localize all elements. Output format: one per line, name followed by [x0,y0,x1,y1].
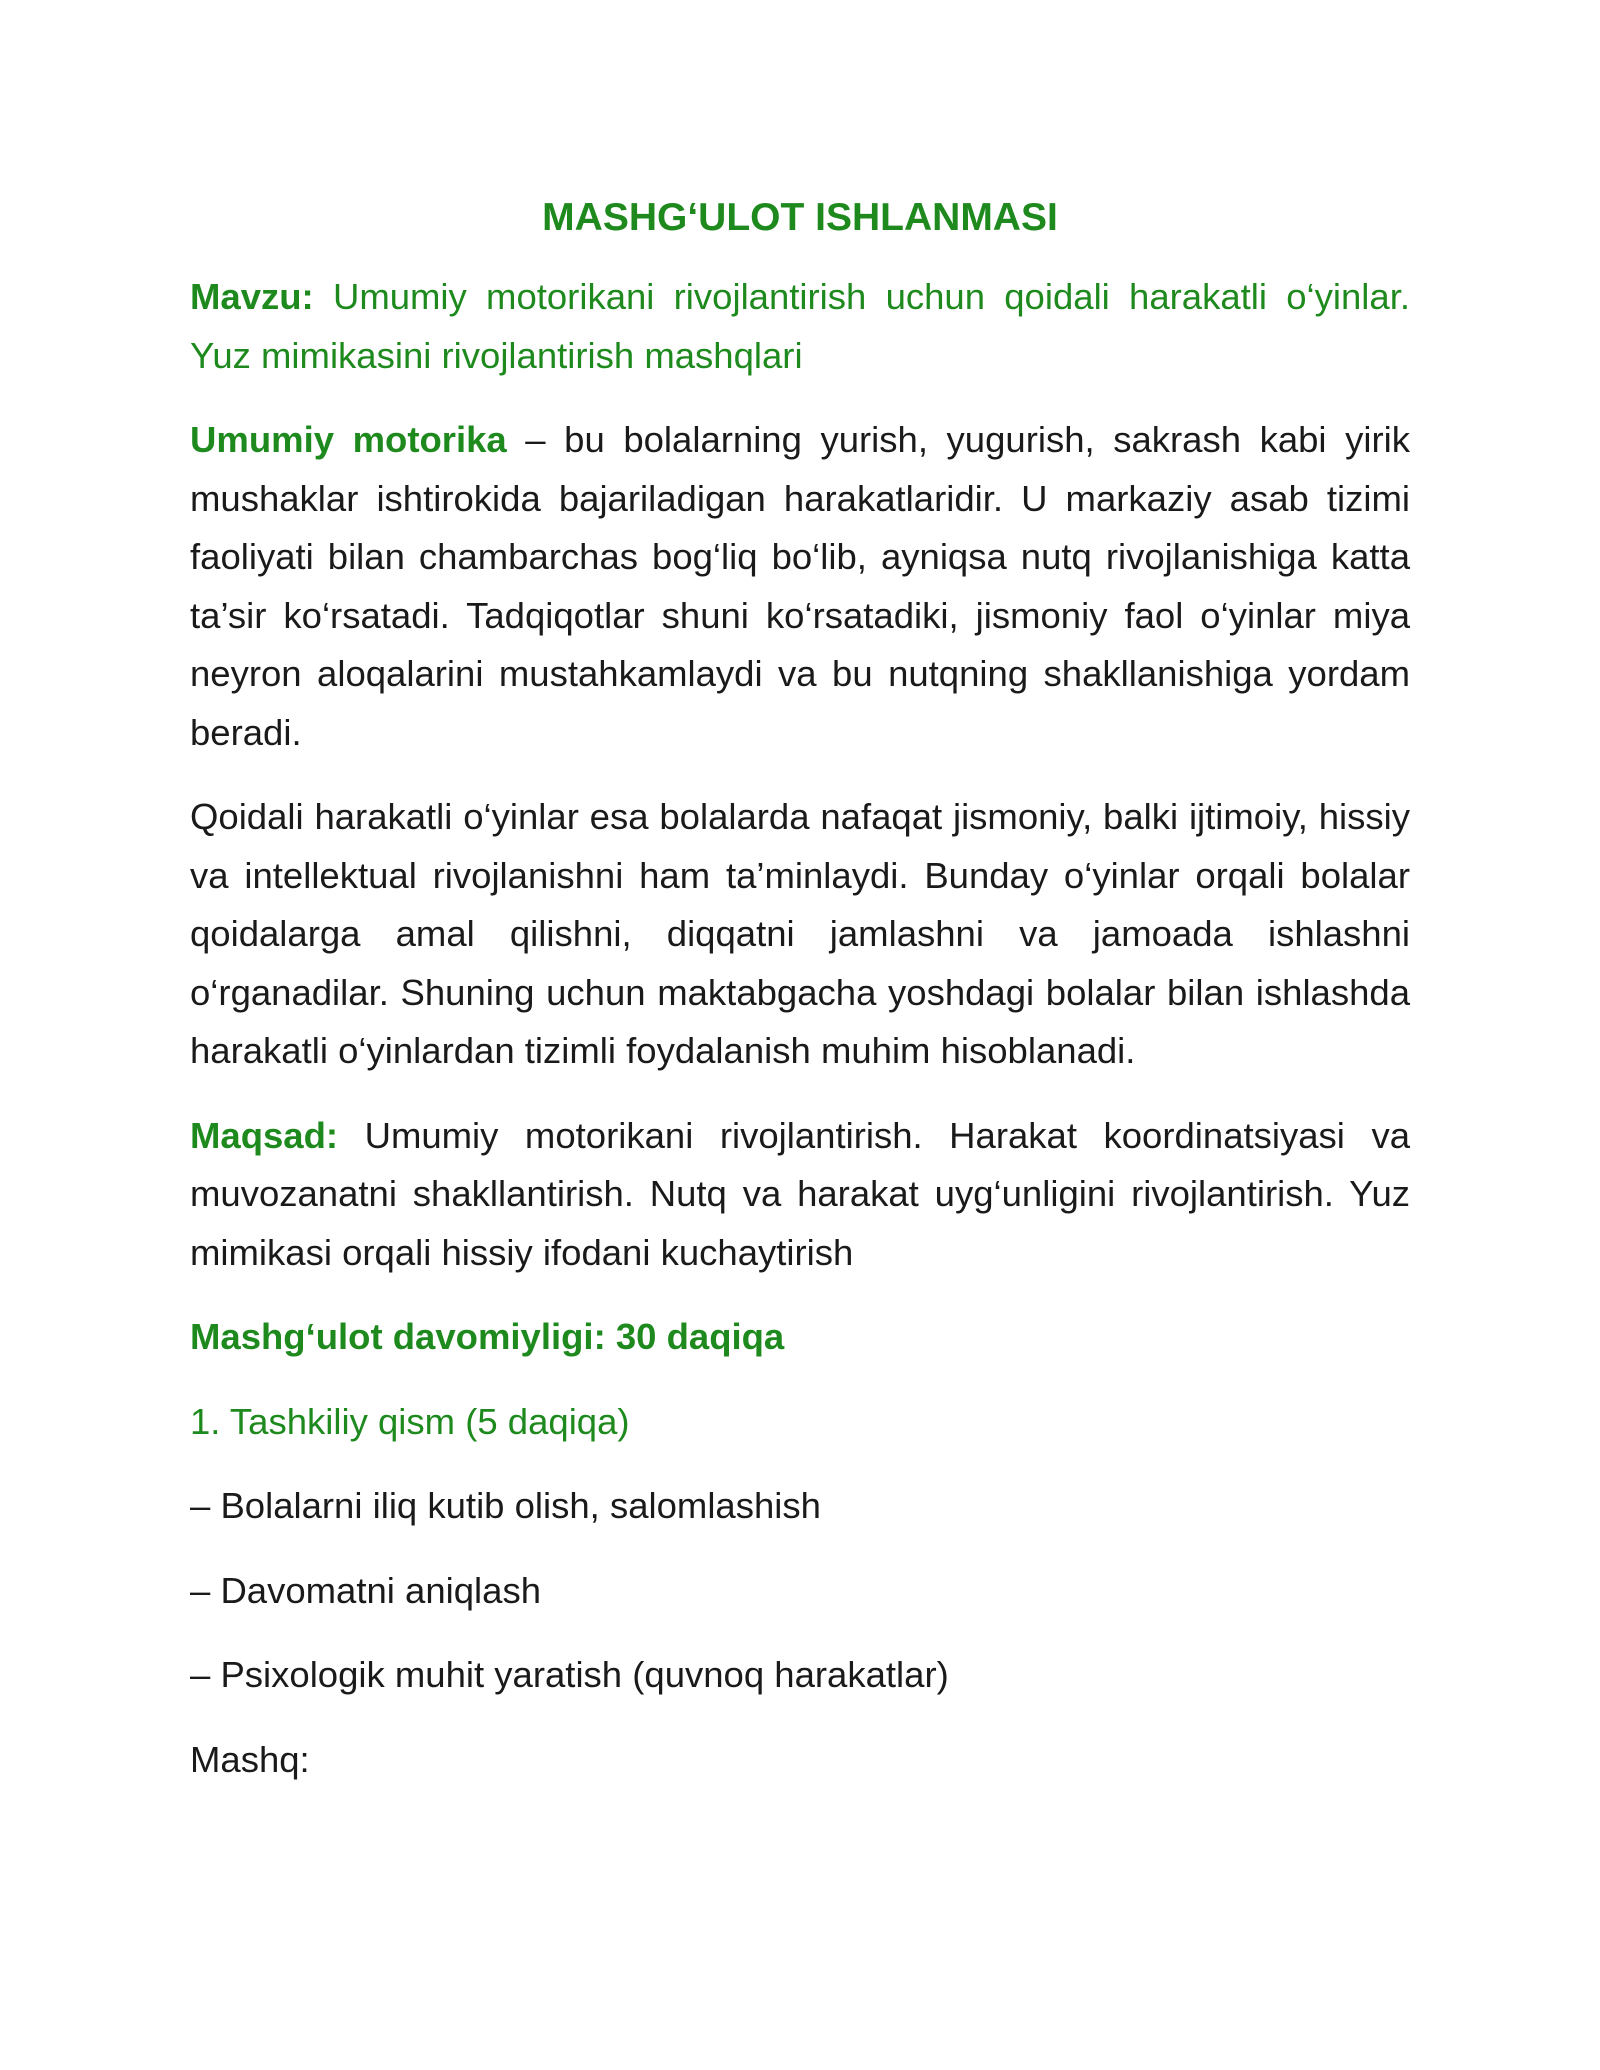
motorika-text: – bu bolalarning yurish, yugurish, sakrash kabi yirik mushaklar ishtirokida bajariladigan harakatlaridir. U markaziy asab tizimi faoliyati bilan chambarchas bog‘liq bo‘lib, ayniqsa nutq rivojlanishiga katta ta’sir ko‘rsatadi. Tadqiqotlar shuni ko‘rsatadiki, jismoniy faol o‘yinlar miya neyron aloqalarini mustahkamlaydi va bu nutqning shakllanishiga yordam beradi. [190,419,1410,753]
topic-text: Umumiy motorikani rivojlantirish uchun qoidali harakatli o‘yinlar. Yuz mimikasini rivojlantirish mashqlari [190,276,1410,376]
exercise-label: Mashq: [190,1738,310,1780]
goal-label: Maqsad: [190,1114,339,1156]
list-item: – Davomatni aniqlash [190,1569,542,1611]
motorika-term: Umumiy motorika [190,419,507,460]
games-paragraph: Qoidali harakatli o‘yinlar esa bolalarda nafaqat jismoniy, balki ijtimoiy, hissiy va intellektual rivojlanishni ham ta’minlaydi. Bunday o‘yinlar orqali bolalar qoidalarga amal qilishni, diqqatni jamlashni va jamoada ishlashni o‘rganadilar. Shuning uchun maktabgacha yoshdagi bolalar bilan ishlashda harakatli o‘yinlardan tizimli foydalanish muhim hisoblanadi. [190,796,1410,1071]
document-content [190,190,1410,1815]
list-item: – Psixologik muhit yaratish (quvnoq harakatlar) [190,1654,949,1695]
goal-paragraph [190,1107,1410,1283]
goal-text: Umumiy motorikani rivojlantirish. Harakat koordinatsiyasi va muvozanatni shakllantirish. Nutq va harakat uyg‘unligini rivojlantirish. Yuz mimikasi orqali hissiy ifodani kuchaytirish [190,1114,1410,1273]
motorika-paragraph [190,411,1410,762]
document-title: MASHG‘ULOT ISHLANMASI [542,196,1058,239]
section1-heading: 1. Tashkiliy qism (5 daqiqa) [190,1400,630,1442]
list-item: – Bolalarni iliq kutib olish, salomlashish [190,1485,821,1526]
topic-label: Mavzu: [190,276,314,317]
duration-heading: Mashg‘ulot davomiyligi: 30 daqiqa [190,1316,785,1357]
topic-paragraph [190,268,1410,385]
